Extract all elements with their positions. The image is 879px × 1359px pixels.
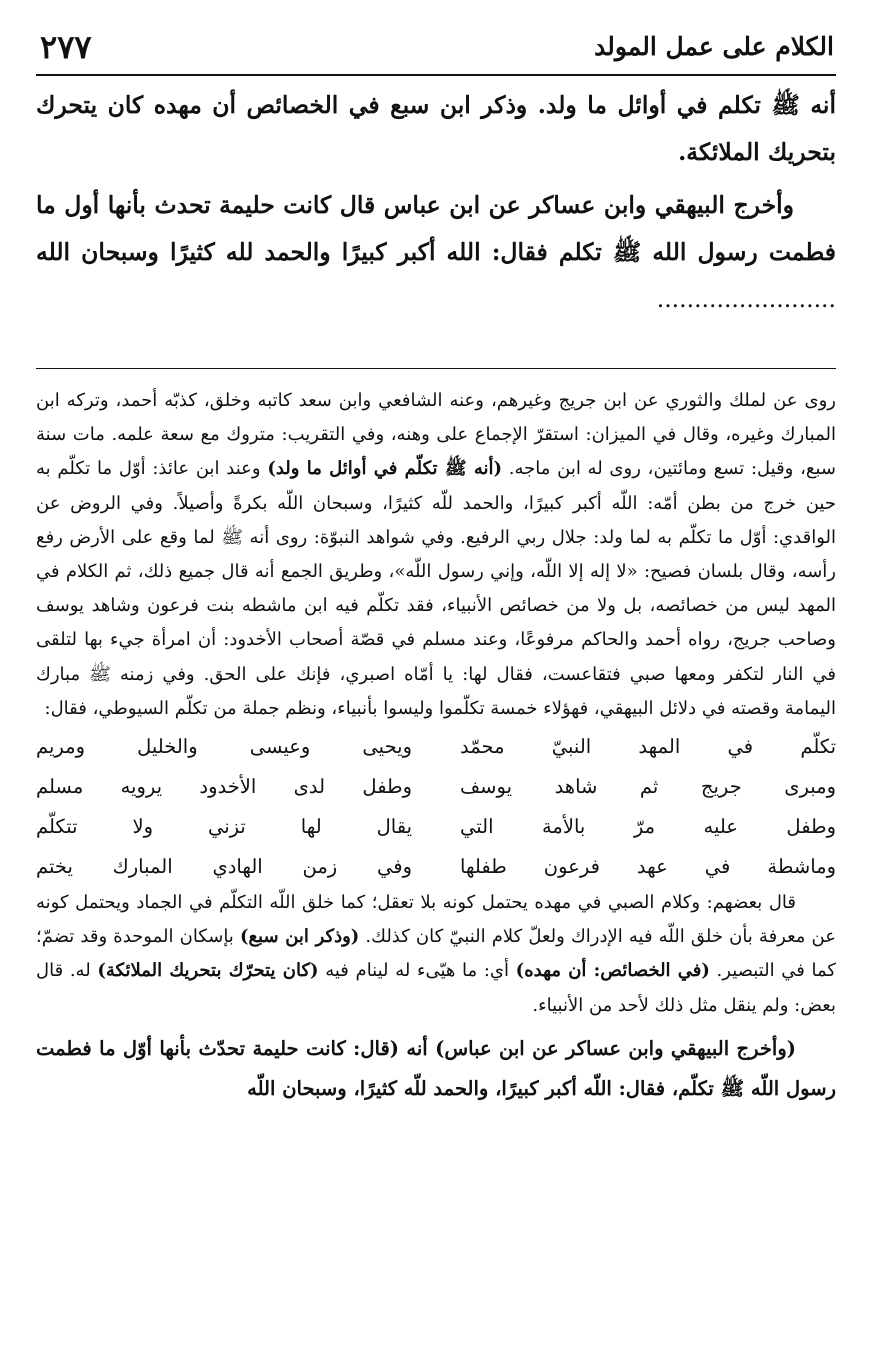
poem-verse bbox=[36, 766, 836, 806]
continuation-dots: ........................ bbox=[656, 285, 836, 313]
commentary-p2-text-g: له. قال بعض: ولم ينقل مثل ذلك لأحد من الأنبياء. bbox=[36, 960, 836, 1016]
verse-first-hemistich: تكلّم في المهد النبيّ محمّد bbox=[460, 734, 836, 758]
poem-verse bbox=[36, 806, 836, 846]
commentary-p1-text-c: وعند ابن عائذ: أوّل ما تكلّم به حين خرج من بطن أمّه: اللّه أكبر كبيرًا، والحمد للّه كثيرًا، وسبحان اللّه بكرةً وأصيلاً. وفي الروض عن الواقدي: أوّل ما تكلّم به لما ولد: جلال ربي الرفيع. وفي شواهد النبوّة: روى أنه ﷺ لما وقع على الأرض رفع رأسه، وقال بلسان فصيح: «لا إله إلا اللّه، وإني رسول اللّه»، وطريق الجمع أنه قال جميع ذلك، ثم الكلام في المهد ليس من خصائصه، بل ولا من خصائص الأنبياء، فقد تكلّم فيه ابن ماشطه بنت فرعون وشاهد يوسف وصاحب جريج، رواه أحمد والحاكم مرفوعًا، وعند مسلم في قصّة أصحاب الأخدود: أن امرأة جيء بها لتلقى في النار لتكفر ومعها صبي فتقاعست، فقال لها: يا أمّاه اصبري، فإنك على الحق. وفي زمنه ﷺ مبارك اليمامة وقصته في دلائل البيهقي، فهؤلاء خمسة تكلّموا وليسوا بأنبياء، ونظم جملة من تكلّم السيوطي، فقال: bbox=[36, 458, 836, 719]
poem bbox=[36, 726, 836, 886]
verse-first-hemistich: وطفل عليه مرّ بالأمة التي bbox=[460, 814, 836, 838]
main-text bbox=[36, 82, 836, 329]
commentary-p2-text-a: قال بعضهم: وكلام الصبي في مهده يحتمل كونه بلا تعقل؛ كما خلق اللّه التكلّم في الجماد ويحتمل كونه عن معرفة بأن خلق اللّه فيه الإدراك ولعلّ كلام النبيّ كان كذلك. bbox=[36, 892, 836, 948]
book-page bbox=[36, 28, 836, 1338]
poem-verse bbox=[36, 846, 836, 886]
commentary-p2-quote-3: (كان يتحرّك بتحريك الملائكة) bbox=[97, 960, 319, 982]
verse-second-hemistich: وفي زمن الهادي المبارك يختم bbox=[36, 854, 412, 878]
verse-second-hemistich: ويحيى وعيسى والخليل ومريم bbox=[36, 734, 412, 758]
verse-second-hemistich: يقال لها تزني ولا تتكلّم bbox=[36, 814, 412, 838]
page-number: ٢٧٧ bbox=[40, 28, 92, 66]
commentary-p1-text-a: روى عن لملك والثوري عن ابن جريج وغيرهم، وعنه الشافعي وابن سعد كاتبه وخلق، كذبّه أحمد، وتركه ابن المبارك وغيره، وقال في الميزان: استقرّ الإجماع على وهنه، وفي التقريب: متروك مع سعة علمه. مات سنة سبع، وقيل: تسع ومائتين، روى له ابن ماجه. bbox=[36, 390, 837, 480]
running-title: الكلام على عمل المولد bbox=[594, 32, 834, 61]
main-text-paragraph-2-text: وأخرج البيهقي وابن عساكر عن ابن عباس قال كانت حليمة تحدث بأنها أول ما فطمت رسول الله ﷺ تكلم فقال: الله أكبر كبيرًا والحمد لله كثيرًا وسبحان الله bbox=[36, 191, 836, 266]
commentary bbox=[36, 384, 836, 1109]
commentary-p2-quote-1: (وذكر ابن سبع) bbox=[239, 926, 360, 948]
commentary-paragraph-1 bbox=[36, 384, 836, 726]
commentary-paragraph-2 bbox=[36, 886, 836, 1023]
verse-first-hemistich: وماشطة في عهد فرعون طفلها bbox=[460, 854, 836, 878]
page-header bbox=[36, 28, 836, 76]
commentary-p2-quote-2: (في الخصائص: أن مهده) bbox=[515, 960, 710, 982]
commentary-p2-text-e: أي: ما هيّىء له لينام فيه bbox=[318, 960, 516, 982]
main-text-paragraph-2 bbox=[36, 182, 836, 323]
verse-second-hemistich: وطفل لدى الأخدود يرويه مسلم bbox=[36, 774, 412, 798]
main-text-paragraph-1: أنه ﷺ تكلم في أوائل ما ولد. وذكر ابن سبع في الخصائص أن مهده كان يتحرك بتحريك الملائكة. bbox=[36, 91, 836, 166]
commentary-p2-text-c: بإسكان الموحدة وقد تضمّ؛ كما في التبصير. bbox=[36, 926, 836, 982]
footnote-separator bbox=[36, 368, 836, 369]
poem-verse bbox=[36, 726, 836, 766]
commentary-p1-quote: (أنه ﷺ تكلّم في أوائل ما ولد) bbox=[267, 458, 503, 480]
commentary-paragraph-3: (وأخرج البيهقي وابن عساكر عن ابن عباس) أنه (قال: كانت حليمة تحدّث بأنها أوّل ما فطمت رسول اللّه ﷺ تكلّم، فقال: اللّه أكبر كبيرًا، والحمد للّه كثيرًا، وسبحان اللّه bbox=[36, 1036, 836, 1100]
verse-first-hemistich: ومبرى جريج ثم شاهد يوسف bbox=[460, 774, 836, 798]
